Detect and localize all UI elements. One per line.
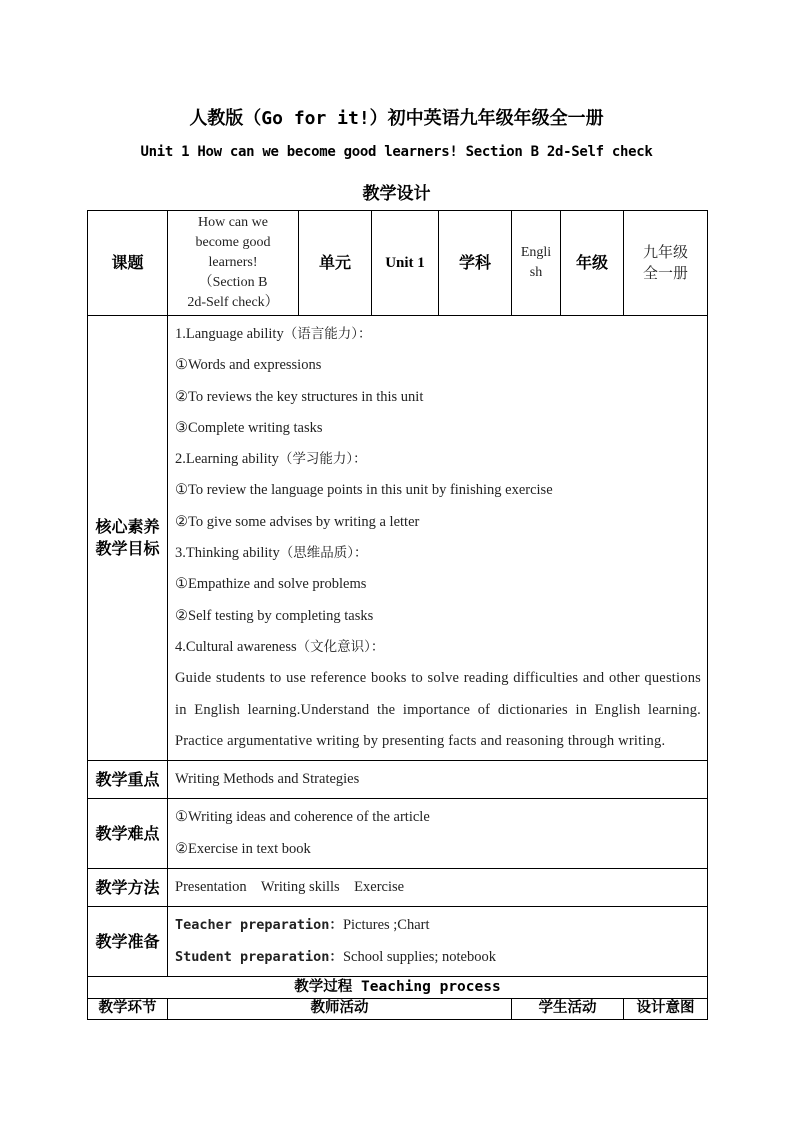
topic-line: （Section B: [198, 275, 268, 290]
objective-item: ①To review the language points in this unit by finishing exercise: [175, 482, 553, 499]
document-type-heading: 教学设计: [362, 184, 431, 204]
grade-line: 九年级: [642, 243, 688, 261]
column-student-activity: 学生活动: [512, 998, 624, 1019]
objective-item: ①Empathize and solve problems: [175, 576, 367, 593]
teacher-preparation: Teacher preparation：Pictures ;Chart: [175, 917, 430, 934]
preparation-cell: [168, 907, 708, 977]
column-design-intent: 设计意图: [624, 998, 708, 1019]
preparation-row: [88, 907, 708, 977]
subject-line: Engli: [520, 245, 552, 260]
grade-line: 全一册: [642, 264, 688, 282]
difficulties-row: [88, 799, 708, 869]
subject-label: 学科: [439, 211, 512, 316]
subject-line: sh: [529, 265, 543, 280]
subject-value: [512, 211, 561, 316]
cultural-awareness-heading: 4.Cultural awareness（文化意识）：: [175, 638, 385, 655]
topic-line: become good: [195, 235, 271, 250]
methods-text: Presentation Writing skills Exercise: [175, 879, 405, 896]
objective-item: ②To give some advises by writing a letter: [175, 513, 420, 530]
objectives-label-line: 核心素养: [95, 517, 160, 537]
topic-line: learners!: [208, 255, 258, 270]
topic-line: 2d-Self check）: [187, 295, 279, 310]
difficulty-item: ①Writing ideas and coherence of the article: [175, 809, 430, 826]
key-points-cell: [168, 761, 708, 799]
objectives-label-line: 教学目标: [95, 539, 160, 559]
grade-label: 年级: [561, 211, 624, 316]
topic-value: [168, 211, 299, 316]
lesson-plan-table: [87, 210, 708, 1020]
student-preparation: Student preparation：School supplies; notebook: [175, 948, 496, 965]
column-teacher-activity: 教师活动: [168, 998, 512, 1019]
methods-cell: [168, 869, 708, 907]
process-title-row: [88, 976, 708, 998]
thinking-ability-heading: 3.Thinking ability（思维品质）：: [175, 545, 368, 562]
column-stage: 教学环节: [88, 998, 168, 1019]
preparation-label: 教学准备: [88, 907, 168, 977]
topic-line: How can we: [198, 215, 268, 230]
objectives-row: [88, 316, 708, 761]
objective-item: ②Self testing by completing tasks: [175, 607, 374, 624]
methods-label: 教学方法: [88, 869, 168, 907]
difficulties-label: 教学难点: [88, 799, 168, 869]
objective-item: ③Complete writing tasks: [175, 419, 323, 436]
unit-label: 单元: [299, 211, 372, 316]
document-subtitle: Unit 1 How can we become good learners! Section B 2d-Self check: [140, 144, 653, 160]
objective-item: ②To reviews the key structures in this unit: [175, 388, 424, 405]
grade-value: [624, 211, 708, 316]
methods-row: [88, 869, 708, 907]
key-points-label: 教学重点: [88, 761, 168, 799]
key-points-text: Writing Methods and Strategies: [175, 771, 360, 788]
topic-label: 课题: [88, 211, 168, 316]
key-points-row: [88, 761, 708, 799]
objectives-label: [88, 316, 168, 761]
learning-ability-heading: 2.Learning ability（学习能力）：: [175, 451, 367, 468]
objectives-content: [168, 316, 708, 761]
difficulties-cell: [168, 799, 708, 869]
difficulty-item: ②Exercise in text book: [175, 840, 311, 857]
process-title: 教学过程 Teaching process: [88, 976, 708, 998]
cultural-awareness-paragraph: Guide students to use reference books to solve reading difficulties and other questions in English learning.Understand the importance of dictionaries in English learning. Practice argumentative writing by presenting facts and reasoning through writing.: [175, 670, 701, 749]
objective-item: ①Words and expressions: [175, 357, 322, 374]
unit-value: Unit 1: [372, 211, 439, 316]
document-title: 人教版（Go for it!）初中英语九年级年级全一册: [189, 108, 604, 129]
process-header-row: [88, 998, 708, 1019]
language-ability-heading: 1.Language ability（语言能力）：: [175, 326, 372, 342]
info-row: [88, 211, 708, 316]
